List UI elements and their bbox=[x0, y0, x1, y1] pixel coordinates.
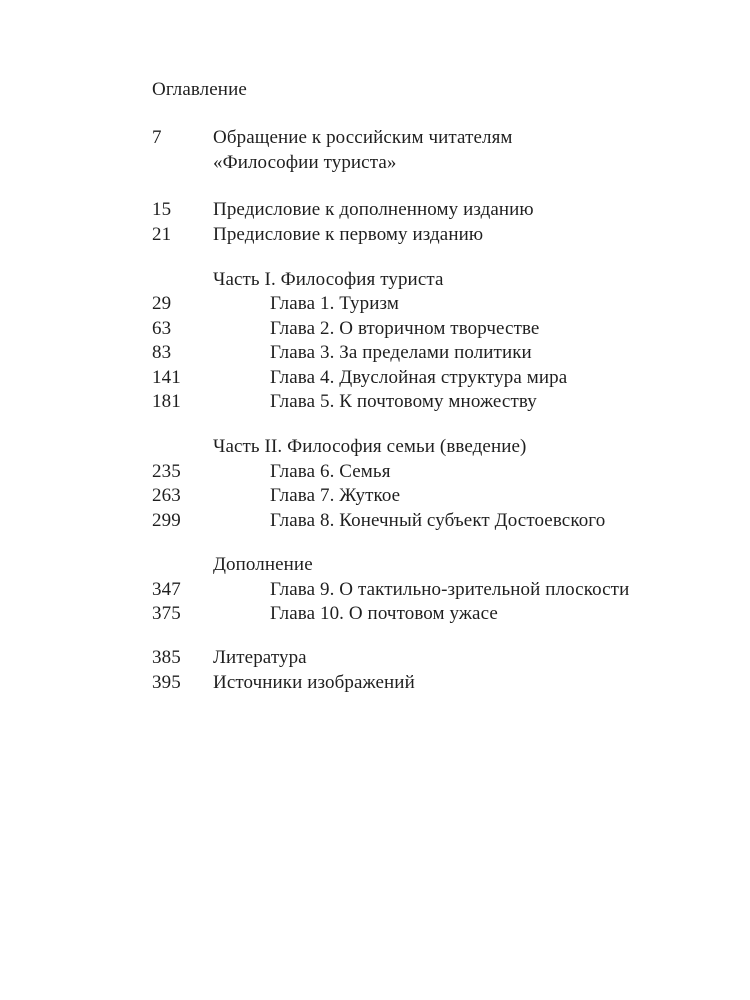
page-number: 15 bbox=[152, 199, 172, 221]
entry-title: Предисловие к первому изданию bbox=[213, 223, 484, 245]
entry-title: Глава 8. Конечный субъект Достоевского bbox=[270, 509, 606, 531]
page-number: 83 bbox=[152, 342, 172, 364]
toc-entry bbox=[152, 460, 664, 484]
toc-entry bbox=[152, 602, 664, 626]
toc-entry bbox=[152, 341, 664, 365]
table-of-contents bbox=[152, 78, 664, 695]
entry-title: Литература bbox=[213, 647, 307, 669]
entry-title: Глава 4. Двуслойная структура мира bbox=[270, 366, 568, 388]
entry-title: Глава 6. Семья bbox=[270, 460, 391, 482]
toc-block bbox=[152, 268, 664, 414]
toc-entry bbox=[152, 366, 664, 390]
entry-title: Глава 10. О почтовом ужасе bbox=[270, 602, 498, 624]
toc-entry bbox=[152, 198, 664, 222]
entry-title: Предисловие к дополненному изданию bbox=[213, 199, 534, 221]
toc-entry bbox=[152, 126, 664, 175]
entry-title: Источники изображений bbox=[213, 671, 415, 693]
toc-block bbox=[152, 435, 664, 533]
entry-title: Обращение к российским читателям «Философии туриста» bbox=[213, 127, 513, 173]
toc-block bbox=[152, 553, 664, 626]
page-number: 347 bbox=[152, 578, 181, 600]
page-number: 21 bbox=[152, 223, 172, 245]
toc-block bbox=[152, 198, 664, 247]
entry-title: Глава 7. Жуткое bbox=[270, 485, 401, 507]
entry-title: Глава 3. За пределами политики bbox=[270, 342, 532, 364]
toc-block bbox=[152, 126, 664, 175]
entry-title: Глава 2. О вторичном творчестве bbox=[270, 317, 540, 339]
page-number: 235 bbox=[152, 460, 181, 482]
toc-entry bbox=[152, 671, 664, 695]
toc-list bbox=[152, 126, 664, 695]
page-number: 63 bbox=[152, 317, 172, 339]
toc-section-heading bbox=[152, 435, 664, 459]
page-number: 375 bbox=[152, 602, 181, 624]
entry-title: Часть II. Философия семьи (введение) bbox=[213, 436, 527, 458]
page-number: 263 bbox=[152, 485, 181, 507]
entry-title: Часть I. Философия туриста bbox=[213, 269, 444, 291]
toc-section-heading bbox=[152, 553, 664, 577]
page-number: 29 bbox=[152, 293, 172, 315]
toc-entry bbox=[152, 223, 664, 247]
page-title: Оглавление bbox=[152, 79, 247, 100]
page-number: 299 bbox=[152, 509, 181, 531]
page-number: 141 bbox=[152, 366, 181, 388]
toc-entry bbox=[152, 484, 664, 508]
entry-title: Дополнение bbox=[213, 554, 313, 576]
page-number: 181 bbox=[152, 391, 181, 413]
toc-section-heading bbox=[152, 268, 664, 292]
toc-entry bbox=[152, 390, 664, 414]
toc-entry bbox=[152, 578, 664, 602]
entry-title: Глава 5. К почтовому множеству bbox=[270, 391, 537, 413]
page-number: 7 bbox=[152, 127, 162, 149]
toc-entry bbox=[152, 317, 664, 341]
entry-title: Глава 1. Туризм bbox=[270, 293, 399, 315]
toc-block bbox=[152, 646, 664, 695]
page-number: 385 bbox=[152, 647, 181, 669]
page-number: 395 bbox=[152, 671, 181, 693]
toc-entry bbox=[152, 509, 664, 533]
toc-entry bbox=[152, 292, 664, 316]
entry-title: Глава 9. О тактильно-зрительной плоскости bbox=[270, 578, 630, 600]
toc-entry bbox=[152, 646, 664, 670]
